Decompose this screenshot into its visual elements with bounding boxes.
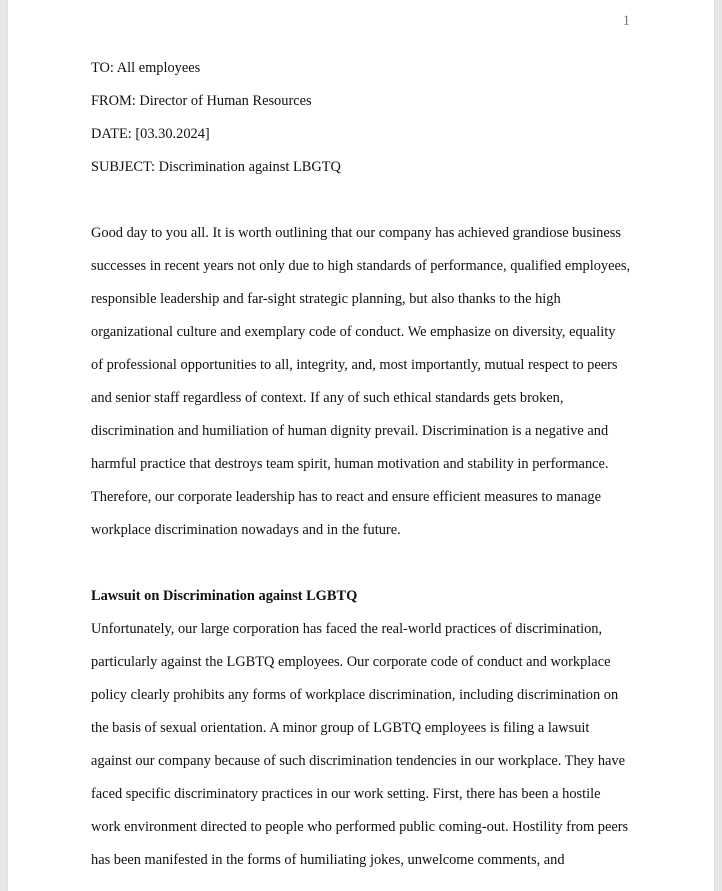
- paragraph-line: policy clearly prohibits any forms of workplace discrimination, including discrimination on: [91, 687, 619, 703]
- paragraph-line: has been manifested in the forms of humiliating jokes, unwelcome comments, and: [91, 852, 565, 868]
- intro-paragraph: [91, 223, 636, 553]
- memo-from-line: FROM: Director of Human Resources: [91, 93, 312, 109]
- memo-subject-line: SUBJECT: Discrimination against LBGTQ: [91, 159, 341, 175]
- paragraph-line: organizational culture and exemplary code of conduct. We emphasize on diversity, equality: [91, 324, 616, 340]
- document-page: [8, 0, 714, 891]
- paragraph-line: Unfortunately, our large corporation has faced the real-world practices of discrimination,: [91, 621, 603, 637]
- paragraph-line: and senior staff regardless of context. If any of such ethical standards gets broken,: [91, 390, 564, 406]
- memo-date-line: DATE: [03.30.2024]: [91, 126, 210, 142]
- memo-body: [91, 58, 636, 883]
- page-number: 1: [622, 13, 630, 29]
- section-paragraph: [91, 619, 636, 883]
- paragraph-line: successes in recent years not only due to high standards of performance, qualified employees,: [91, 258, 631, 274]
- paragraph-line: faced specific discriminatory practices in our work setting. First, there has been a hostile: [91, 786, 601, 802]
- blank-line: [91, 190, 636, 223]
- paragraph-line: of professional opportunities to all, integrity, and, most importantly, mutual respect to peers: [91, 357, 618, 373]
- paragraph-line: particularly against the LGBTQ employees. Our corporate code of conduct and workplace: [91, 654, 611, 670]
- paragraph-line: discrimination and humiliation of human dignity prevail. Discrimination is a negative and: [91, 423, 609, 439]
- paragraph-line: Good day to you all. It is worth outlining that our company has achieved grandiose business: [91, 225, 621, 241]
- blank-line: [91, 553, 636, 586]
- paragraph-line: workplace discrimination nowadays and in the future.: [91, 522, 401, 538]
- paragraph-line: work environment directed to people who performed public coming-out. Hostility from peers: [91, 819, 629, 835]
- memo-to-line: TO: All employees: [91, 60, 201, 76]
- section-heading: Lawsuit on Discrimination against LGBTQ: [91, 588, 358, 604]
- paragraph-line: the basis of sexual orientation. A minor group of LGBTQ employees is filing a lawsuit: [91, 720, 590, 736]
- paragraph-line: against our company because of such discrimination tendencies in our workplace. They have: [91, 753, 626, 769]
- paragraph-line: responsible leadership and far-sight strategic planning, but also thanks to the high: [91, 291, 561, 307]
- paragraph-line: Therefore, our corporate leadership has to react and ensure efficient measures to manage: [91, 489, 601, 505]
- paragraph-line: harmful practice that destroys team spirit, human motivation and stability in performance.: [91, 456, 609, 472]
